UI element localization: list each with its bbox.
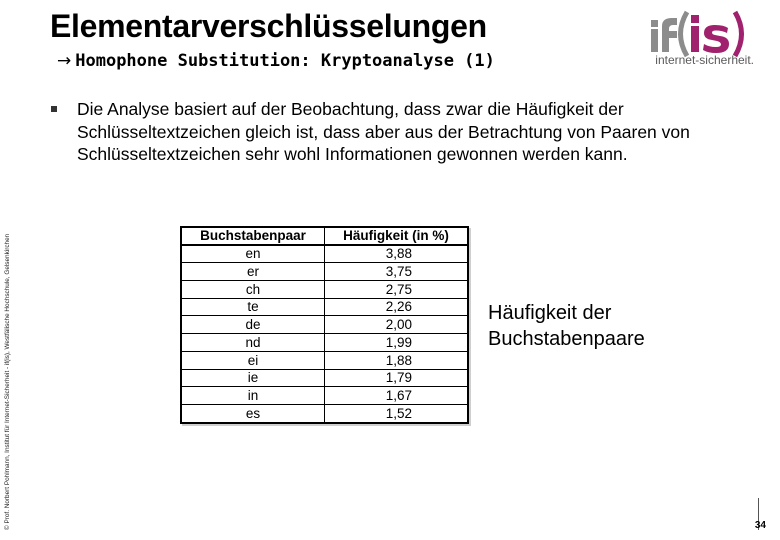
cell-pair: in: [181, 387, 325, 405]
table-row: [181, 316, 468, 334]
cell-pair: ie: [181, 369, 325, 387]
left-paren-mark: [681, 12, 688, 56]
cell-pair: te: [181, 298, 325, 316]
table-body: [181, 245, 468, 424]
cell-pair: nd: [181, 334, 325, 352]
cell-frequency: 1,67: [325, 387, 469, 405]
cell-pair: en: [181, 245, 325, 263]
table-row: [181, 334, 468, 352]
bullet-text: Die Analyse basiert auf der Beobachtung, dass zwar die Häufigkeit der Schlüsseltextzeichen gleich ist, dass aber aus der Betrachtung von Paaren von Schlüsseltextzeichen sehr wohl Informationen gewonnen werden kann.: [77, 99, 690, 164]
column-header-pair: Buchstabenpaar: [181, 227, 325, 245]
bullet-icon: [51, 106, 57, 112]
page-number: 34: [754, 520, 766, 531]
table-row: [181, 245, 468, 263]
table-row: [181, 281, 468, 299]
cell-pair: er: [181, 263, 325, 281]
cell-frequency: 3,75: [325, 263, 469, 281]
is-logo-mark: [691, 15, 729, 53]
cell-pair: de: [181, 316, 325, 334]
cell-frequency: 1,79: [325, 369, 469, 387]
cell-pair: es: [181, 405, 325, 423]
table-row: [181, 298, 468, 316]
logo-text: internet-sicherheit.: [655, 53, 754, 67]
table-row: [181, 263, 468, 281]
cell-pair: ch: [181, 281, 325, 299]
if-logo-mark: [651, 18, 677, 52]
slide-subtitle: [57, 51, 495, 71]
arrow-right-icon: →: [57, 51, 72, 71]
slide-title: Elementarverschlüsselungen: [50, 8, 487, 44]
cell-pair: ei: [181, 351, 325, 369]
cell-frequency: 1,88: [325, 351, 469, 369]
table-row: [181, 387, 468, 405]
table-row: [181, 369, 468, 387]
table-header-row: [181, 227, 468, 245]
cell-frequency: 3,88: [325, 245, 469, 263]
table-row: [181, 405, 468, 423]
copyright-notice: © Prof. Norbert Pohlmann, Institut für Internet-Sicherheit - if(is), Westfälische Hochschule, Gelsenkirchen: [4, 233, 11, 530]
subtitle-text: Homophone Substitution: Kryptoanalyse (1): [75, 51, 495, 71]
right-paren-mark: [735, 12, 742, 56]
column-header-frequency: Häufigkeit (in %): [325, 227, 469, 245]
cell-frequency: 1,99: [325, 334, 469, 352]
cell-frequency: 2,26: [325, 298, 469, 316]
cell-frequency: 2,00: [325, 316, 469, 334]
table-row: [181, 351, 468, 369]
table-caption: Häufigkeit der Buchstabenpaare: [488, 302, 645, 350]
cell-frequency: 2,75: [325, 281, 469, 299]
frequency-table: [180, 226, 469, 424]
cell-frequency: 1,52: [325, 405, 469, 423]
